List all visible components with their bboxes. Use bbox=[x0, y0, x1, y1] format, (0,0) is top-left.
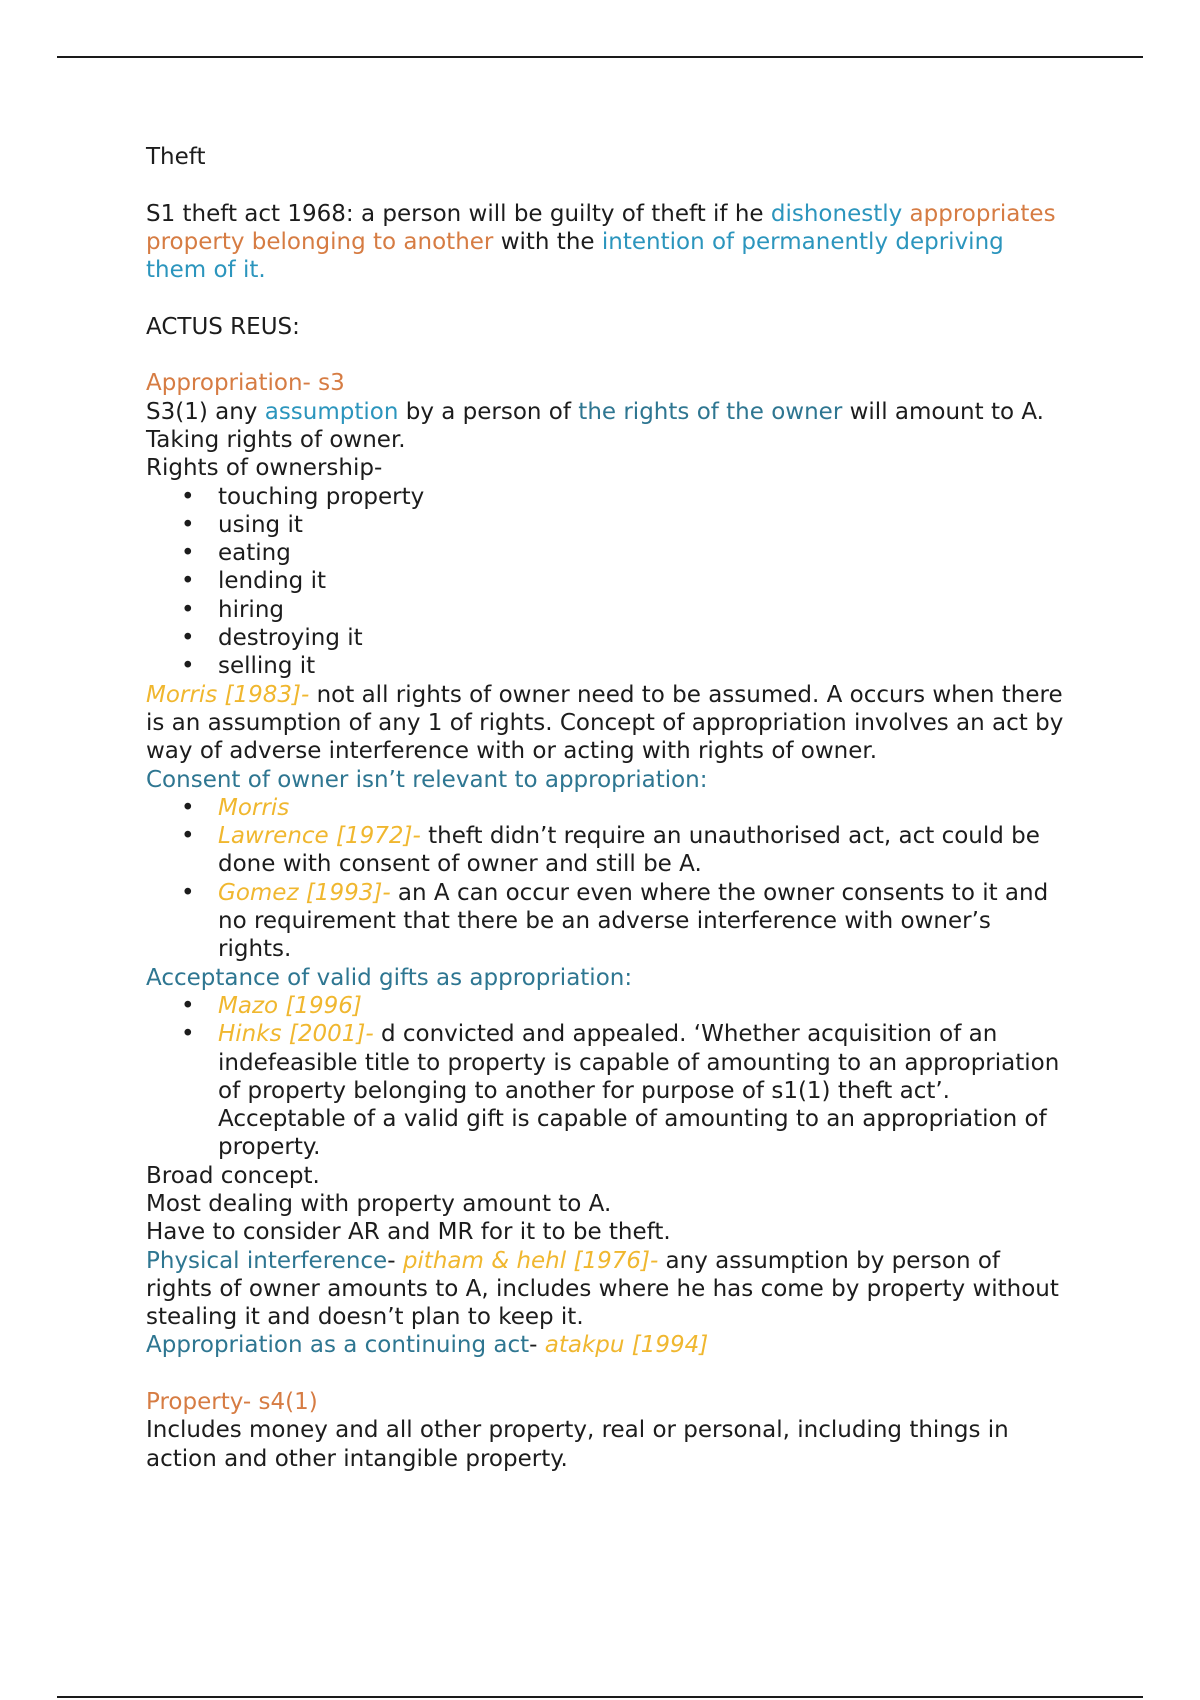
consent-heading: Consent of owner isn’t relevant to appropriation: bbox=[146, 766, 708, 793]
list-item: • Lawrence [1972]- theft didn’t require an unauthorised act, act could be done with consent of owner and still be A. bbox=[218, 822, 1066, 879]
rights-heading: Rights of ownership- bbox=[146, 455, 383, 482]
s3-text: S3(1) any bbox=[146, 398, 265, 425]
actus-reus-heading: ACTUS REUS: bbox=[146, 313, 300, 340]
header-rule bbox=[57, 56, 1143, 58]
case-citation: Lawrence [1972]- bbox=[218, 823, 421, 850]
case-citation: Mazo [1996] bbox=[218, 992, 362, 1019]
list-item: • lending it bbox=[218, 567, 1066, 595]
list-item bbox=[218, 992, 1066, 1020]
continuing-label: Appropriation as a continuing act bbox=[146, 1332, 530, 1359]
case-citation: Morris bbox=[218, 794, 290, 821]
gifts-list bbox=[146, 992, 1066, 1162]
theft-definition bbox=[146, 200, 1066, 285]
document-body bbox=[146, 143, 1066, 1473]
property-heading: Property- s4(1) bbox=[146, 1389, 318, 1416]
s3-rights: the rights of the owner bbox=[578, 398, 843, 425]
list-item: • Hinks [2001]- d convicted and appealed. ‘Whether acquisition of an indefeasible title to property is capable of amounting to an appropriation of property belonging to another for purpose of s1(1) theft act’. Acceptable of a valid gift is capable of amounting to an appropriation of property. bbox=[218, 1020, 1066, 1161]
taking-rights: Taking rights of owner. bbox=[146, 426, 406, 453]
consider-ar-mr: Have to consider AR and MR for it to be theft. bbox=[146, 1219, 671, 1246]
list-item: • selling it bbox=[218, 652, 1066, 680]
definition-appropriates: appropriates property belonging to another bbox=[146, 200, 1056, 255]
s3-assumption: assumption bbox=[264, 398, 399, 425]
list-item: • eating bbox=[218, 539, 1066, 567]
list-item: • hiring bbox=[218, 596, 1066, 624]
case-citation: Gomez [1993]- bbox=[218, 879, 391, 906]
case-citation: atakpu [1994] bbox=[544, 1332, 709, 1359]
list-item: • Gomez [1993]- an A can occur even where the owner consents to it and no requirement that there be an adverse interference with owner’s rights. bbox=[218, 879, 1066, 964]
list-item: • touching property bbox=[218, 483, 1066, 511]
continuing-act: Appropriation as a continuing act- atakpu [1994] bbox=[146, 1332, 709, 1359]
footer-rule bbox=[57, 1696, 1143, 1698]
s3-paragraph bbox=[146, 398, 1066, 426]
definition-text: S1 theft act 1968: a person will be guilty of theft if he bbox=[146, 200, 771, 227]
list-item: • using it bbox=[218, 511, 1066, 539]
definition-intention: intention of permanently depriving them of it. bbox=[146, 228, 1004, 284]
case-citation: Hinks [2001]- bbox=[218, 1021, 374, 1048]
physical-text: any assumption by person of rights of owner amounts to A, includes where he has come by property without stealing it and doesn’t plan to keep it. bbox=[146, 1247, 1059, 1331]
case-citation: pitham & hehl [1976]- bbox=[402, 1247, 659, 1274]
physical-label: Physical interference bbox=[146, 1247, 388, 1274]
list-item bbox=[218, 794, 1066, 822]
physical-interference: Physical interference- pitham & hehl [1976]- any assumption by person of rights of owner amounts to A, includes where he has come by property without stealing it and doesn’t plan to keep it. bbox=[146, 1247, 1059, 1331]
definition-text-2: with the bbox=[493, 228, 602, 255]
document-title: Theft bbox=[146, 144, 206, 170]
list-item: • destroying it bbox=[218, 624, 1066, 652]
morris-paragraph bbox=[146, 681, 1066, 766]
gifts-heading: Acceptance of valid gifts as appropriation: bbox=[146, 964, 633, 991]
most-dealing: Most dealing with property amount to A. bbox=[146, 1190, 612, 1217]
s3-text-3: will amount to A. bbox=[842, 398, 1044, 425]
consent-list bbox=[146, 794, 1066, 964]
case-citation: Morris [1983]- bbox=[146, 681, 310, 708]
definition-dishonestly: dishonestly bbox=[770, 200, 903, 227]
morris-text: not all rights of owner need to be assumed. A occurs when there is an assumption of any 1 of rights. Concept of appropriation involves an act by way of adverse interference with or acting with rights of owner. bbox=[146, 681, 1064, 765]
rights-list bbox=[146, 483, 1066, 681]
broad-concept: Broad concept. bbox=[146, 1162, 320, 1189]
appropriation-heading: Appropriation- s3 bbox=[146, 370, 345, 397]
s3-text-2: by a person of bbox=[398, 398, 579, 425]
property-text: Includes money and all other property, real or personal, including things in action and other intangible property. bbox=[146, 1417, 1009, 1472]
